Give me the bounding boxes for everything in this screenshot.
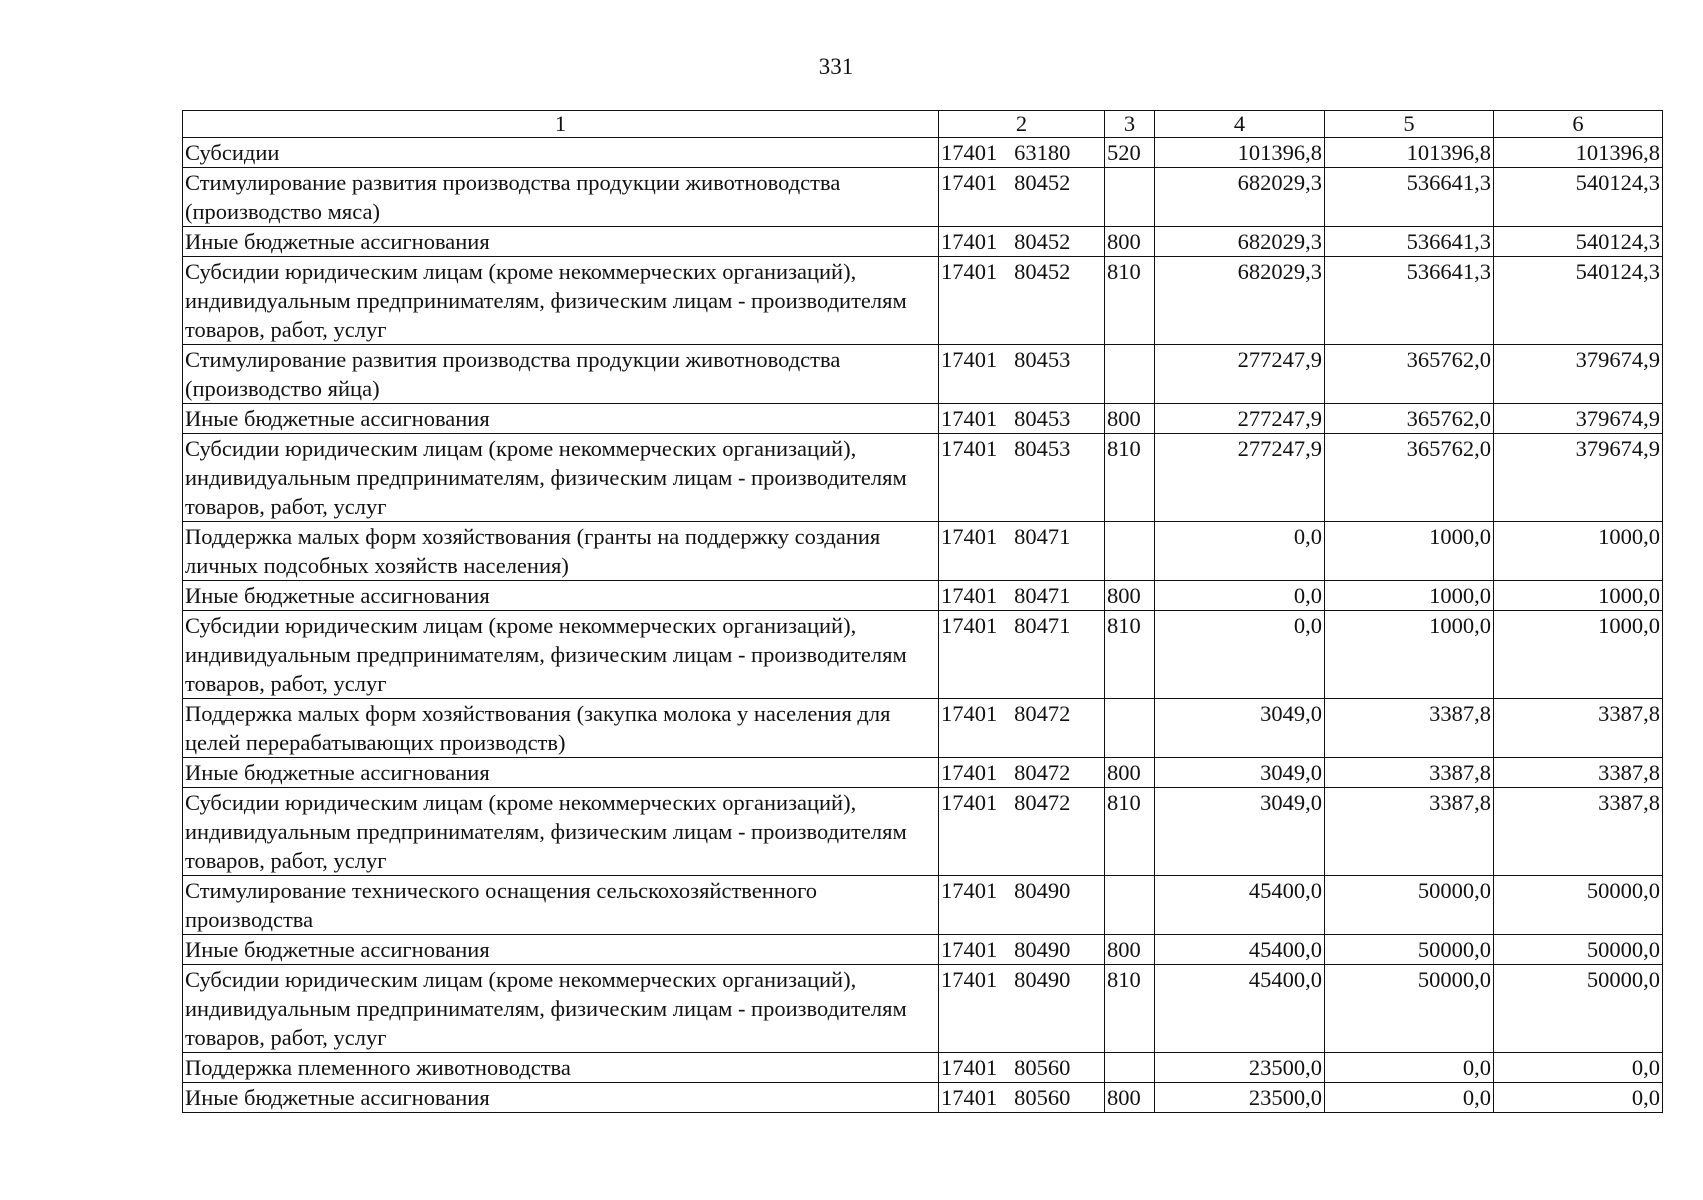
row-code-cell: 17401 80453 [939, 434, 1105, 522]
row-value-col-6: 379674,9 [1494, 434, 1663, 522]
row-expense-type-cell: 800 [1105, 935, 1155, 965]
row-code-cell: 17401 80453 [939, 404, 1105, 434]
row-name-cell: Стимулирование развития производства продукции животноводства (производство мяса) [183, 168, 939, 227]
row-value-col-6: 3387,8 [1494, 699, 1663, 758]
row-value-col-4: 277247,9 [1155, 345, 1325, 404]
row-name-cell: Поддержка малых форм хозяйствования (закупка молока у населения для целей перерабатывающих производств) [183, 699, 939, 758]
row-name-cell: Иные бюджетные ассигнования [183, 227, 939, 257]
row-value-col-5: 536641,3 [1325, 168, 1494, 227]
row-code-cell: 17401 80471 [939, 611, 1105, 699]
table-row [183, 611, 1663, 699]
row-expense-type-cell [1105, 522, 1155, 581]
row-value-col-5: 0,0 [1325, 1083, 1494, 1113]
row-name-cell: Стимулирование развития производства продукции животноводства (производство яйца) [183, 345, 939, 404]
row-code-cell: 17401 80472 [939, 699, 1105, 758]
row-name-cell: Иные бюджетные ассигнования [183, 1083, 939, 1113]
row-value-col-6: 50000,0 [1494, 876, 1663, 935]
row-code-cell: 17401 80490 [939, 965, 1105, 1053]
row-value-col-5: 1000,0 [1325, 581, 1494, 611]
row-name-cell: Иные бюджетные ассигнования [183, 404, 939, 434]
row-value-col-5: 50000,0 [1325, 935, 1494, 965]
row-value-col-4: 277247,9 [1155, 404, 1325, 434]
row-name-cell: Субсидии юридическим лицам (кроме некоммерческих организаций), индивидуальным предпринимателям, физическим лицам - производителям товаров, работ, услуг [183, 611, 939, 699]
row-value-col-4: 3049,0 [1155, 788, 1325, 876]
row-expense-type-cell: 810 [1105, 788, 1155, 876]
row-expense-type-cell: 810 [1105, 257, 1155, 345]
row-value-col-5: 50000,0 [1325, 965, 1494, 1053]
row-value-col-5: 3387,8 [1325, 758, 1494, 788]
row-value-col-5: 101396,8 [1325, 138, 1494, 168]
row-value-col-6: 540124,3 [1494, 227, 1663, 257]
header-col-2: 2 [939, 111, 1105, 138]
row-value-col-5: 3387,8 [1325, 788, 1494, 876]
row-code-cell: 17401 80560 [939, 1053, 1105, 1083]
row-name-cell: Субсидии [183, 138, 939, 168]
table-row [183, 758, 1663, 788]
table-row [183, 699, 1663, 758]
table-row [183, 434, 1663, 522]
row-value-col-6: 0,0 [1494, 1083, 1663, 1113]
row-value-col-6: 1000,0 [1494, 522, 1663, 581]
table-row [183, 138, 1663, 168]
row-expense-type-cell [1105, 168, 1155, 227]
row-value-col-5: 1000,0 [1325, 522, 1494, 581]
row-value-col-4: 101396,8 [1155, 138, 1325, 168]
row-expense-type-cell [1105, 876, 1155, 935]
row-value-col-4: 682029,3 [1155, 168, 1325, 227]
row-value-col-4: 277247,9 [1155, 434, 1325, 522]
row-expense-type-cell: 520 [1105, 138, 1155, 168]
header-col-1: 1 [183, 111, 939, 138]
row-name-cell: Субсидии юридическим лицам (кроме некоммерческих организаций), индивидуальным предпринимателям, физическим лицам - производителям товаров, работ, услуг [183, 965, 939, 1053]
row-name-cell: Иные бюджетные ассигнования [183, 758, 939, 788]
row-code-cell: 17401 80472 [939, 758, 1105, 788]
row-value-col-6: 101396,8 [1494, 138, 1663, 168]
row-code-cell: 17401 80453 [939, 345, 1105, 404]
row-value-col-6: 1000,0 [1494, 611, 1663, 699]
row-code-cell: 17401 80472 [939, 788, 1105, 876]
row-code-cell: 17401 80471 [939, 581, 1105, 611]
table-row [183, 227, 1663, 257]
row-value-col-5: 365762,0 [1325, 434, 1494, 522]
row-value-col-4: 682029,3 [1155, 257, 1325, 345]
row-name-cell: Иные бюджетные ассигнования [183, 935, 939, 965]
row-value-col-6: 50000,0 [1494, 935, 1663, 965]
row-name-cell: Субсидии юридическим лицам (кроме некоммерческих организаций), индивидуальным предпринимателям, физическим лицам - производителям товаров, работ, услуг [183, 788, 939, 876]
row-value-col-4: 0,0 [1155, 581, 1325, 611]
row-expense-type-cell: 800 [1105, 581, 1155, 611]
row-value-col-4: 3049,0 [1155, 699, 1325, 758]
row-value-col-4: 45400,0 [1155, 965, 1325, 1053]
table-row [183, 404, 1663, 434]
row-expense-type-cell: 800 [1105, 1083, 1155, 1113]
row-value-col-5: 50000,0 [1325, 876, 1494, 935]
row-value-col-4: 682029,3 [1155, 227, 1325, 257]
row-value-col-6: 379674,9 [1494, 404, 1663, 434]
row-expense-type-cell: 800 [1105, 227, 1155, 257]
table-row [183, 522, 1663, 581]
row-value-col-6: 1000,0 [1494, 581, 1663, 611]
row-name-cell: Поддержка племенного животноводства [183, 1053, 939, 1083]
row-value-col-4: 45400,0 [1155, 876, 1325, 935]
row-expense-type-cell [1105, 1053, 1155, 1083]
table-row [183, 581, 1663, 611]
row-code-cell: 17401 80490 [939, 935, 1105, 965]
header-row [183, 111, 1663, 138]
row-value-col-4: 0,0 [1155, 522, 1325, 581]
table-row [183, 257, 1663, 345]
header-col-4: 4 [1155, 111, 1325, 138]
table-row [183, 876, 1663, 935]
row-name-cell: Субсидии юридическим лицам (кроме некоммерческих организаций), индивидуальным предпринимателям, физическим лицам - производителям товаров, работ, услуг [183, 257, 939, 345]
row-value-col-5: 0,0 [1325, 1053, 1494, 1083]
row-value-col-4: 45400,0 [1155, 935, 1325, 965]
table-row [183, 1053, 1663, 1083]
row-code-cell: 17401 80471 [939, 522, 1105, 581]
row-value-col-5: 536641,3 [1325, 257, 1494, 345]
row-code-cell: 17401 80452 [939, 227, 1105, 257]
row-code-cell: 17401 80452 [939, 168, 1105, 227]
row-name-cell: Иные бюджетные ассигнования [183, 581, 939, 611]
row-value-col-5: 365762,0 [1325, 345, 1494, 404]
row-value-col-4: 0,0 [1155, 611, 1325, 699]
header-col-5: 5 [1325, 111, 1494, 138]
row-value-col-6: 540124,3 [1494, 168, 1663, 227]
table-row [183, 345, 1663, 404]
row-name-cell: Стимулирование технического оснащения сельскохозяйственного производства [183, 876, 939, 935]
row-expense-type-cell: 810 [1105, 611, 1155, 699]
row-value-col-5: 3387,8 [1325, 699, 1494, 758]
table-row [183, 788, 1663, 876]
row-value-col-4: 3049,0 [1155, 758, 1325, 788]
row-expense-type-cell [1105, 345, 1155, 404]
table-body [183, 138, 1663, 1113]
row-expense-type-cell: 800 [1105, 758, 1155, 788]
row-code-cell: 17401 80560 [939, 1083, 1105, 1113]
budget-table [182, 110, 1663, 1113]
row-value-col-6: 3387,8 [1494, 788, 1663, 876]
page-number: 331 [818, 54, 854, 79]
row-value-col-4: 23500,0 [1155, 1083, 1325, 1113]
row-value-col-5: 536641,3 [1325, 227, 1494, 257]
table-row [183, 1083, 1663, 1113]
row-code-cell: 17401 80490 [939, 876, 1105, 935]
row-code-cell: 17401 80452 [939, 257, 1105, 345]
row-name-cell: Поддержка малых форм хозяйствования (гранты на поддержку создания личных подсобных хозяйств населения) [183, 522, 939, 581]
row-value-col-6: 379674,9 [1494, 345, 1663, 404]
row-value-col-6: 50000,0 [1494, 965, 1663, 1053]
row-value-col-6: 0,0 [1494, 1053, 1663, 1083]
row-value-col-5: 1000,0 [1325, 611, 1494, 699]
row-expense-type-cell: 810 [1105, 965, 1155, 1053]
row-value-col-4: 23500,0 [1155, 1053, 1325, 1083]
row-value-col-6: 3387,8 [1494, 758, 1663, 788]
table-row [183, 168, 1663, 227]
row-value-col-6: 540124,3 [1494, 257, 1663, 345]
row-expense-type-cell [1105, 699, 1155, 758]
table-row [183, 965, 1663, 1053]
header-col-6: 6 [1494, 111, 1663, 138]
header-col-3: 3 [1105, 111, 1155, 138]
table-row [183, 935, 1663, 965]
row-name-cell: Субсидии юридическим лицам (кроме некоммерческих организаций), индивидуальным предпринимателям, физическим лицам - производителям товаров, работ, услуг [183, 434, 939, 522]
row-value-col-5: 365762,0 [1325, 404, 1494, 434]
row-expense-type-cell: 800 [1105, 404, 1155, 434]
row-expense-type-cell: 810 [1105, 434, 1155, 522]
row-code-cell: 17401 63180 [939, 138, 1105, 168]
